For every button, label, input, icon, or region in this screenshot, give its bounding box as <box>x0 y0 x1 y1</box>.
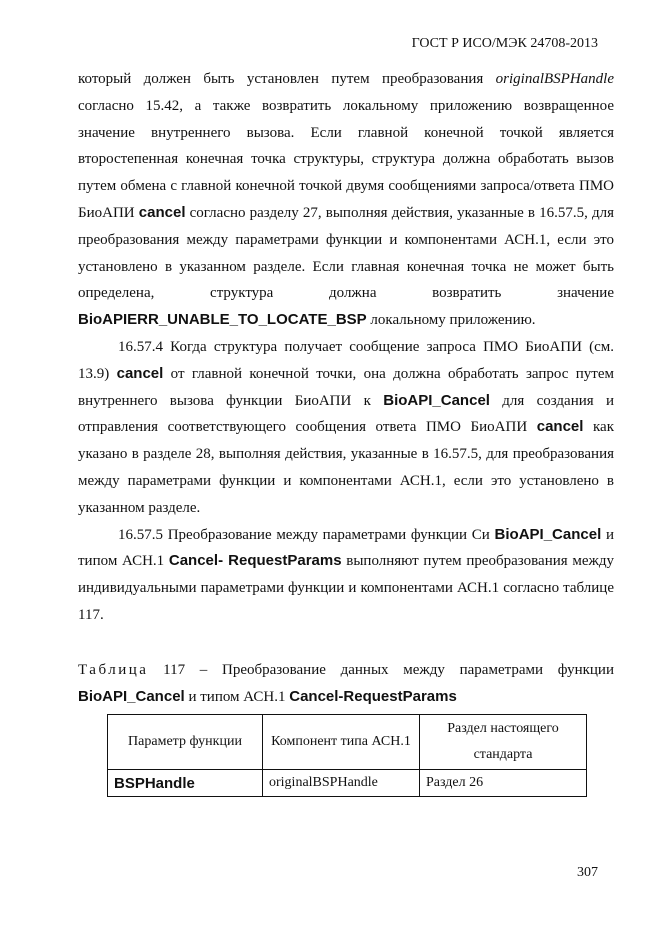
text: выполняют путем преобразования между индивидуальными параметрами функции и компонентами АСН.1 согласно таблице 117. <box>78 553 614 623</box>
data-table <box>107 714 587 797</box>
code-term: cancel <box>536 418 584 436</box>
text: 16.57.5 Преобразование между параметрами функции Си <box>118 526 495 543</box>
table-header-cell: Компонент типа АСН.1 <box>263 715 420 770</box>
text: согласно разделу 27, выполняя действия, указанные в 16.57.5, для преобразования между параметрами функции и компонентами АСН.1, если это установлено в указанном разделе. Если главная конечная точка не может быть определена, структура должна возвратить значение <box>78 204 614 302</box>
text: который должен быть установлен путем преобразования <box>78 71 496 87</box>
code-term: BioAPI_Cancel <box>494 525 602 543</box>
text: от главной конечной точки, она должна обработать запрос путем внутреннего вызова функции БиоАПИ к <box>78 365 615 409</box>
code-term: cancel <box>138 203 186 221</box>
italic-term: originalBSPHandle <box>495 71 614 87</box>
table-row <box>108 770 587 797</box>
code-term: cancel <box>116 364 164 382</box>
text: 117 – Преобразование данных между параметрами функции <box>148 662 614 678</box>
text: для создания и отправления соответствующего сообщения ответа ПМО БиоАПИ <box>78 392 614 436</box>
caption-text <box>78 657 614 711</box>
body-text <box>78 66 614 629</box>
table-cell: Раздел 26 <box>420 770 587 797</box>
caption-label: Таблица <box>78 662 149 678</box>
paragraph-1 <box>78 66 614 334</box>
paragraph-2 <box>78 334 614 522</box>
table-cell: BSPHandle <box>108 770 263 797</box>
code-term: Cancel-RequestParams <box>289 687 457 705</box>
table-header-row <box>108 715 587 770</box>
table-header-cell: Раздел настоящего стандарта <box>420 715 587 770</box>
paragraph-3 <box>78 522 614 629</box>
text: локальному приложению. <box>366 312 536 329</box>
code-term: BioAPI_Cancel <box>78 687 185 705</box>
table-cell: originalBSPHandle <box>263 770 420 797</box>
table-caption <box>78 657 614 711</box>
document-header: ГОСТ Р ИСО/МЭК 24708-2013 <box>411 36 598 51</box>
table-header-cell: Параметр функции <box>108 715 263 770</box>
text: и типом АСН.1 <box>78 526 615 570</box>
code-term: Cancel- RequestParams <box>168 552 342 570</box>
code-term: BioAPIERR_UNABLE_TO_LOCATE_BSP <box>78 311 367 329</box>
text: согласно 15.42, а также возвратить локальному приложению возвращенное значение внутреннего вызова. Если главной конечной точкой является второстепенная конечная точка структуры, структура должна обработать вызов путем обмена с главной конечной точкой двумя сообщениями запроса/ответа ПМО БиоАПИ <box>78 97 614 221</box>
page-number: 307 <box>577 865 598 880</box>
text: 16.57.4 Когда структура получает сообщение запроса ПМО БиоАПИ (см. 13.9) <box>78 338 614 382</box>
text: и типом АСН.1 <box>184 688 290 705</box>
code-term: BioAPI_Cancel <box>383 391 490 409</box>
text: как указано в разделе 28, выполняя действия, указанные в 16.57.5, для преобразования между параметрами функции и компонентами АСН.1, если это установлено в указанном разделе. <box>78 419 614 516</box>
